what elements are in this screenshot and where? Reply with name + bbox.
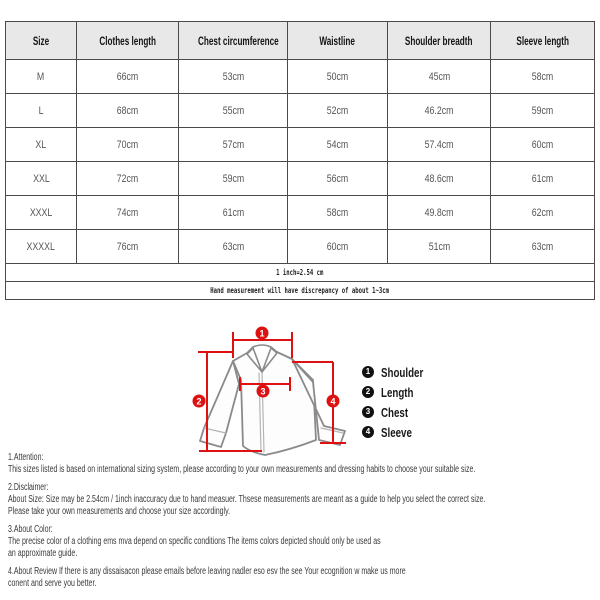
- table-cell: 60cm: [288, 230, 388, 264]
- legend-item-sleeve: [362, 422, 437, 442]
- footnote-row-inch: [6, 264, 595, 282]
- table-row: [6, 196, 595, 230]
- table-cell: 57cm: [179, 128, 288, 162]
- col-header-waistline: Waistline: [288, 22, 388, 60]
- col-header-chest-circumference: Chest circumference: [179, 22, 288, 60]
- table-cell: 59cm: [179, 162, 288, 196]
- legend-item-chest: [362, 402, 437, 422]
- table-cell: 58cm: [491, 60, 595, 94]
- measurement-legend: [362, 362, 437, 442]
- disclaimer-section: [8, 482, 596, 518]
- table-cell: 72cm: [77, 162, 179, 196]
- table-cell: 58cm: [288, 196, 388, 230]
- col-header-sleeve-length: Sleeve length: [491, 22, 595, 60]
- disclaimer-text: About Size: Size may be 2.54cm / 1inch inaccuracy due to hand measuer. Thsese measurements are meant as a guide to help you select the correct size.: [8, 494, 486, 505]
- table-row: [6, 230, 595, 264]
- col-header-size: Size: [6, 22, 77, 60]
- table-cell: 60cm: [491, 128, 595, 162]
- size-label: L: [6, 94, 77, 128]
- table-cell: 70cm: [77, 128, 179, 162]
- badge-length: [193, 395, 206, 408]
- table-cell: 68cm: [77, 94, 179, 128]
- table-cell: 48.6cm: [388, 162, 491, 196]
- footnote-row-measurement: [6, 282, 595, 300]
- table-cell: 63cm: [179, 230, 288, 264]
- disclaimer-text: Please take your own measurements and choose your size accordingly.: [8, 506, 231, 517]
- about-review-text: 4.About Review If there is any dissaisacon please emails before leaving nadler eso esv the see Your ecognition w make us more: [8, 566, 406, 577]
- svg-text:2: 2: [196, 396, 202, 407]
- table-cell: 74cm: [77, 196, 179, 230]
- table-cell: 63cm: [491, 230, 595, 264]
- table-cell: 51cm: [388, 230, 491, 264]
- svg-text:4: 4: [330, 396, 336, 407]
- size-label: XXXXL: [6, 230, 77, 264]
- attention-text: This sizes listed is based on international sizing system, please according to your own measurements and dressing habits to choose your suitable size.: [8, 464, 476, 475]
- svg-text:1: 1: [259, 328, 265, 339]
- col-header-shoulder-breadth: Shoulder breadth: [388, 22, 491, 60]
- table-cell: 49.8cm: [388, 196, 491, 230]
- notes-section: [8, 452, 596, 596]
- table-cell: 52cm: [288, 94, 388, 128]
- table-header-row: [6, 22, 595, 60]
- table-cell: 66cm: [77, 60, 179, 94]
- legend-number-icon: 1: [362, 366, 374, 378]
- size-label: M: [6, 60, 77, 94]
- table-cell: 46.2cm: [388, 94, 491, 128]
- table-cell: 59cm: [491, 94, 595, 128]
- hand-measurement-note: Hand measurement will have discrepancy of about 1~3cm: [210, 286, 390, 295]
- inch-conversion-note: 1 inch=2.54 cm: [276, 268, 324, 277]
- table-cell: 50cm: [288, 60, 388, 94]
- legend-label: Sleeve: [381, 424, 412, 440]
- disclaimer-title: 2.Disclaimer:: [8, 482, 49, 493]
- table-cell: 53cm: [179, 60, 288, 94]
- table-row: [6, 60, 595, 94]
- shirt-measurement-diagram: [150, 316, 360, 460]
- about-color-title: 3.About Color:: [8, 524, 53, 535]
- table-cell: 76cm: [77, 230, 179, 264]
- size-chart-table: [5, 21, 595, 300]
- legend-item-shoulder: [362, 362, 437, 382]
- legend-item-length: [362, 382, 437, 402]
- table-cell: 56cm: [288, 162, 388, 196]
- badge-sleeve: [327, 395, 340, 408]
- badge-chest: [257, 385, 270, 398]
- svg-text:3: 3: [260, 386, 266, 397]
- table-cell: 45cm: [388, 60, 491, 94]
- badge-shoulder: [256, 327, 269, 340]
- legend-number-icon: 4: [362, 426, 374, 438]
- about-review-section: [8, 566, 596, 590]
- size-label: XL: [6, 128, 77, 162]
- table-cell: 61cm: [491, 162, 595, 196]
- legend-label: Shoulder: [381, 364, 424, 380]
- about-color-text: an approximate guide.: [8, 548, 78, 559]
- col-header-clothes-length: Clothes length: [77, 22, 179, 60]
- legend-label: Length: [381, 384, 414, 400]
- legend-label: Chest: [381, 404, 409, 420]
- table-cell: 62cm: [491, 196, 595, 230]
- shirt-icon: [200, 349, 345, 455]
- table-row: [6, 162, 595, 196]
- about-review-text: conent and serve you better.: [8, 578, 97, 589]
- legend-number-icon: 3: [362, 406, 374, 418]
- about-color-text: The precise color of a clothing ems mva depend on specific conditions The items colors depicted should only be used as: [8, 536, 381, 547]
- table-cell: 61cm: [179, 196, 288, 230]
- table-row: [6, 94, 595, 128]
- attention-section: [8, 452, 596, 476]
- legend-number-icon: 2: [362, 386, 374, 398]
- table-row: [6, 128, 595, 162]
- table-cell: 54cm: [288, 128, 388, 162]
- size-label: XXXL: [6, 196, 77, 230]
- attention-title: 1.Attention:: [8, 452, 44, 463]
- size-label: XXL: [6, 162, 77, 196]
- about-color-section: [8, 524, 596, 560]
- table-cell: 55cm: [179, 94, 288, 128]
- table-cell: 57.4cm: [388, 128, 491, 162]
